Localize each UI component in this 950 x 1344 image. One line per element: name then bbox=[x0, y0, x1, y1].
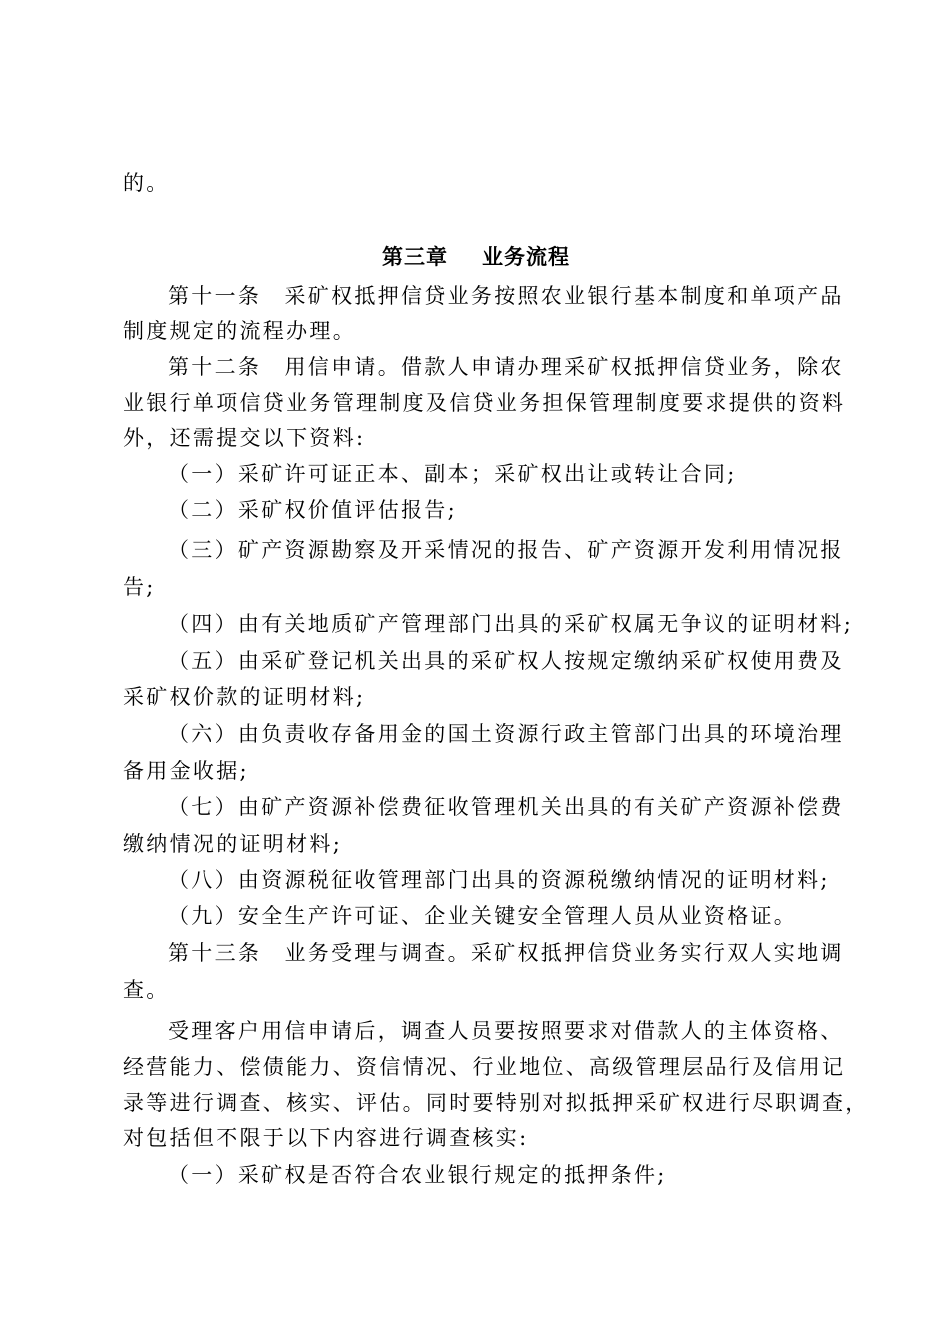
paragraph-line: 第十二条 用信申请。借款人申请办理采矿权抵押信贷业务，除农 bbox=[168, 355, 844, 379]
chapter-title: 业务流程 bbox=[482, 244, 570, 269]
paragraph-line: 经营能力、偿债能力、资信情况、行业地位、高级管理层品行及信用记 bbox=[123, 1055, 846, 1079]
list-item-line: 告; bbox=[123, 575, 156, 599]
list-item-line: （一）采矿权是否符合农业银行规定的抵押条件; bbox=[168, 1163, 667, 1187]
chapter-number: 第三章 bbox=[382, 244, 448, 269]
paragraph-line: 第十一条 采矿权抵押信贷业务按照农业银行基本制度和单项产品 bbox=[168, 284, 844, 308]
list-item-line: （五）由采矿登记机关出具的采矿权人按规定缴纳采矿权使用费及 bbox=[168, 649, 844, 673]
paragraph-line: 查。 bbox=[123, 978, 170, 1002]
paragraph-line: 对包括但不限于以下内容进行调查核实: bbox=[123, 1126, 529, 1150]
list-item-line: 备用金收据; bbox=[123, 759, 249, 783]
list-item-line: 采矿权价款的证明材料; bbox=[123, 685, 366, 709]
paragraph-line: 业银行单项信贷业务管理制度及信贷业务担保管理制度要求提供的资料 bbox=[123, 391, 846, 415]
list-item-line: 缴纳情况的证明材料; bbox=[123, 832, 343, 856]
paragraph-line: 录等进行调查、核实、评估。同时要特别对拟抵押采矿权进行尽职调查， bbox=[123, 1091, 869, 1115]
continuation-text: 的。 bbox=[123, 171, 170, 195]
list-item-line: （三）矿产资源勘察及开采情况的报告、矿产资源开发利用情况报 bbox=[168, 538, 844, 562]
list-item-line: （二）采矿权价值评估报告; bbox=[168, 498, 457, 522]
list-item-line: （八）由资源税征收管理部门出具的资源税缴纳情况的证明材料; bbox=[168, 868, 830, 892]
list-item-line: （一）采矿许可证正本、副本；采矿权出让或转让合同; bbox=[168, 462, 737, 486]
list-item-line: （四）由有关地质矿产管理部门出具的采矿权属无争议的证明材料; bbox=[168, 612, 854, 636]
list-item-line: （六）由负责收存备用金的国土资源行政主管部门出具的环境治理 bbox=[168, 722, 844, 746]
paragraph-line: 制度规定的流程办理。 bbox=[123, 319, 356, 343]
paragraph-line: 受理客户用信申请后，调查人员要按照要求对借款人的主体资格、 bbox=[168, 1019, 844, 1043]
paragraph-line: 第十三条 业务受理与调查。采矿权抵押信贷业务实行双人实地调 bbox=[168, 941, 844, 965]
list-item-line: （七）由矿产资源补偿费征收管理机关出具的有关矿产资源补偿费 bbox=[168, 795, 844, 819]
paragraph-line: 外，还需提交以下资料: bbox=[123, 426, 366, 450]
list-item-line: （九）安全生产许可证、企业关键安全管理人员从业资格证。 bbox=[168, 904, 798, 928]
